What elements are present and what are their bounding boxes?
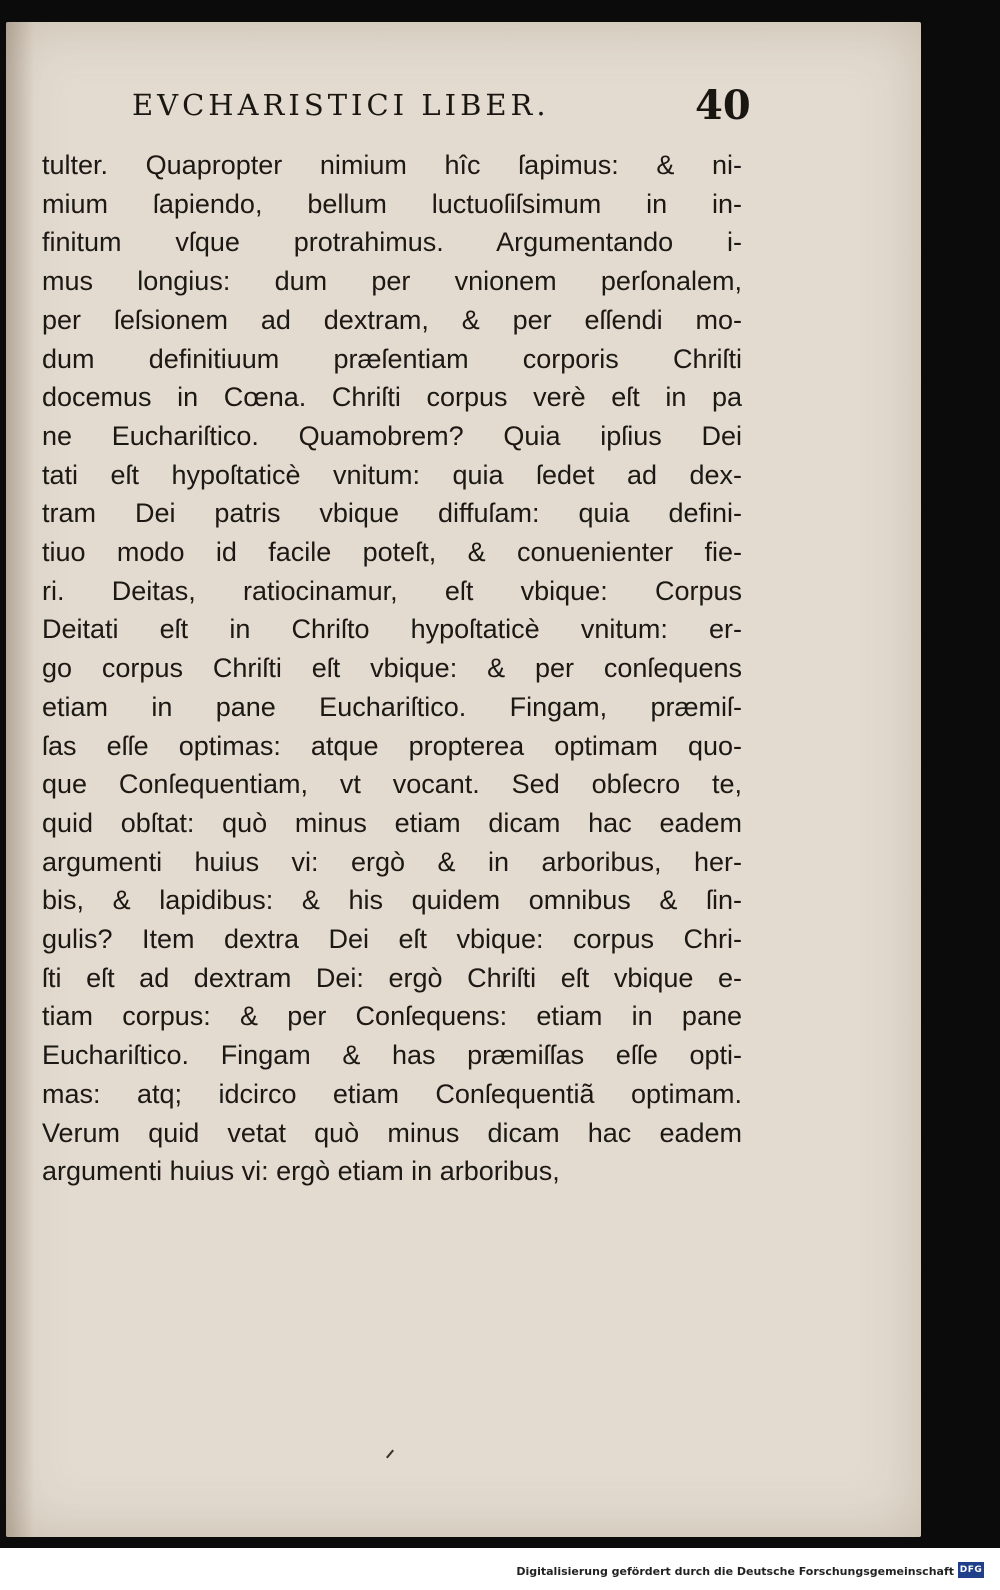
digitization-credit: Digitalisierung gefördert durch die Deutsche Forschungsgemeinschaft	[516, 1565, 954, 1578]
text-line: bis, & lapidibus: & his quidem omnibus & ſin-	[42, 885, 742, 916]
dfg-logo-icon: DFG	[958, 1562, 984, 1578]
page-gutter-shadow	[6, 22, 34, 1537]
text-line: gulis? Item dextra Dei eſt vbique: corpus Chri-	[42, 924, 742, 955]
text-line: quid obſtat: quò minus etiam dicam hac eadem	[42, 807, 742, 838]
text-line: Deitati eſt in Chriſto hypoſtaticè vnitum: er-	[42, 614, 742, 645]
text-line: finitum vſque protrahimus. Argumentando i-	[42, 227, 742, 258]
text-line: ſti eſt ad dextram Dei: ergò Chriſti eſt vbique e-	[42, 962, 742, 993]
text-line: docemus in Cœna. Chriſti corpus verè eſt in pa	[42, 382, 742, 413]
text-line: argumenti huius vi: ergò & in arboribus, her-	[42, 846, 742, 877]
page-header	[120, 82, 760, 132]
text-line: argumenti huius vi: ergò etiam in arboribus,	[42, 1156, 560, 1187]
text-line: mas: atq; idcirco etiam Conſequentiã optimam.	[42, 1078, 742, 1109]
text-line: Verum quid vetat quò minus dicam hac eadem	[42, 1117, 742, 1148]
running-head: EVCHARISTICI LIBER.	[132, 88, 550, 122]
text-line: go corpus Chriſti eſt vbique: & per conſequens	[42, 653, 742, 684]
text-line: mus longius: dum per vnionem perſonalem,	[42, 266, 742, 297]
text-line: ſas eſſe optimas: atque propterea optimam quo-	[42, 730, 742, 761]
text-line: tati eſt hypoſtaticè vnitum: quia ſedet ad dex-	[42, 459, 742, 490]
text-line: Euchariſtico. Fingam & has præmiſſas eſſe opti-	[42, 1040, 742, 1071]
text-line: tiam corpus: & per Conſequens: etiam in pane	[42, 1001, 742, 1032]
text-line: mium ſapiendo, bellum luctuoſiſsimum in in-	[42, 188, 742, 219]
text-line: tiuo modo id facile poteſt, & conuenienter fie-	[42, 537, 742, 568]
text-line: que Conſequentiam, vt vocant. Sed obſecro te,	[42, 769, 742, 800]
text-line: tram Dei patris vbique diffuſam: quia defini-	[42, 498, 742, 529]
text-line: tulter. Quapropter nimium hîc ſapimus: & ni-	[42, 150, 742, 180]
page-number: 40	[695, 82, 751, 129]
text-line: ri. Deitas, ratiocinamur, eſt vbique: Corpus	[42, 575, 742, 606]
text-line: dum definitiuum præſentiam corporis Chriſti	[42, 343, 742, 374]
text-line: etiam in pane Euchariſtico. Fingam, præmiſ-	[42, 691, 742, 722]
text-line: per ſeſsionem ad dextram, & per eſſendi mo-	[42, 304, 742, 335]
body-text	[42, 146, 742, 1191]
text-line: ne Euchariſtico. Quamobrem? Quia ipſius Dei	[42, 420, 742, 451]
